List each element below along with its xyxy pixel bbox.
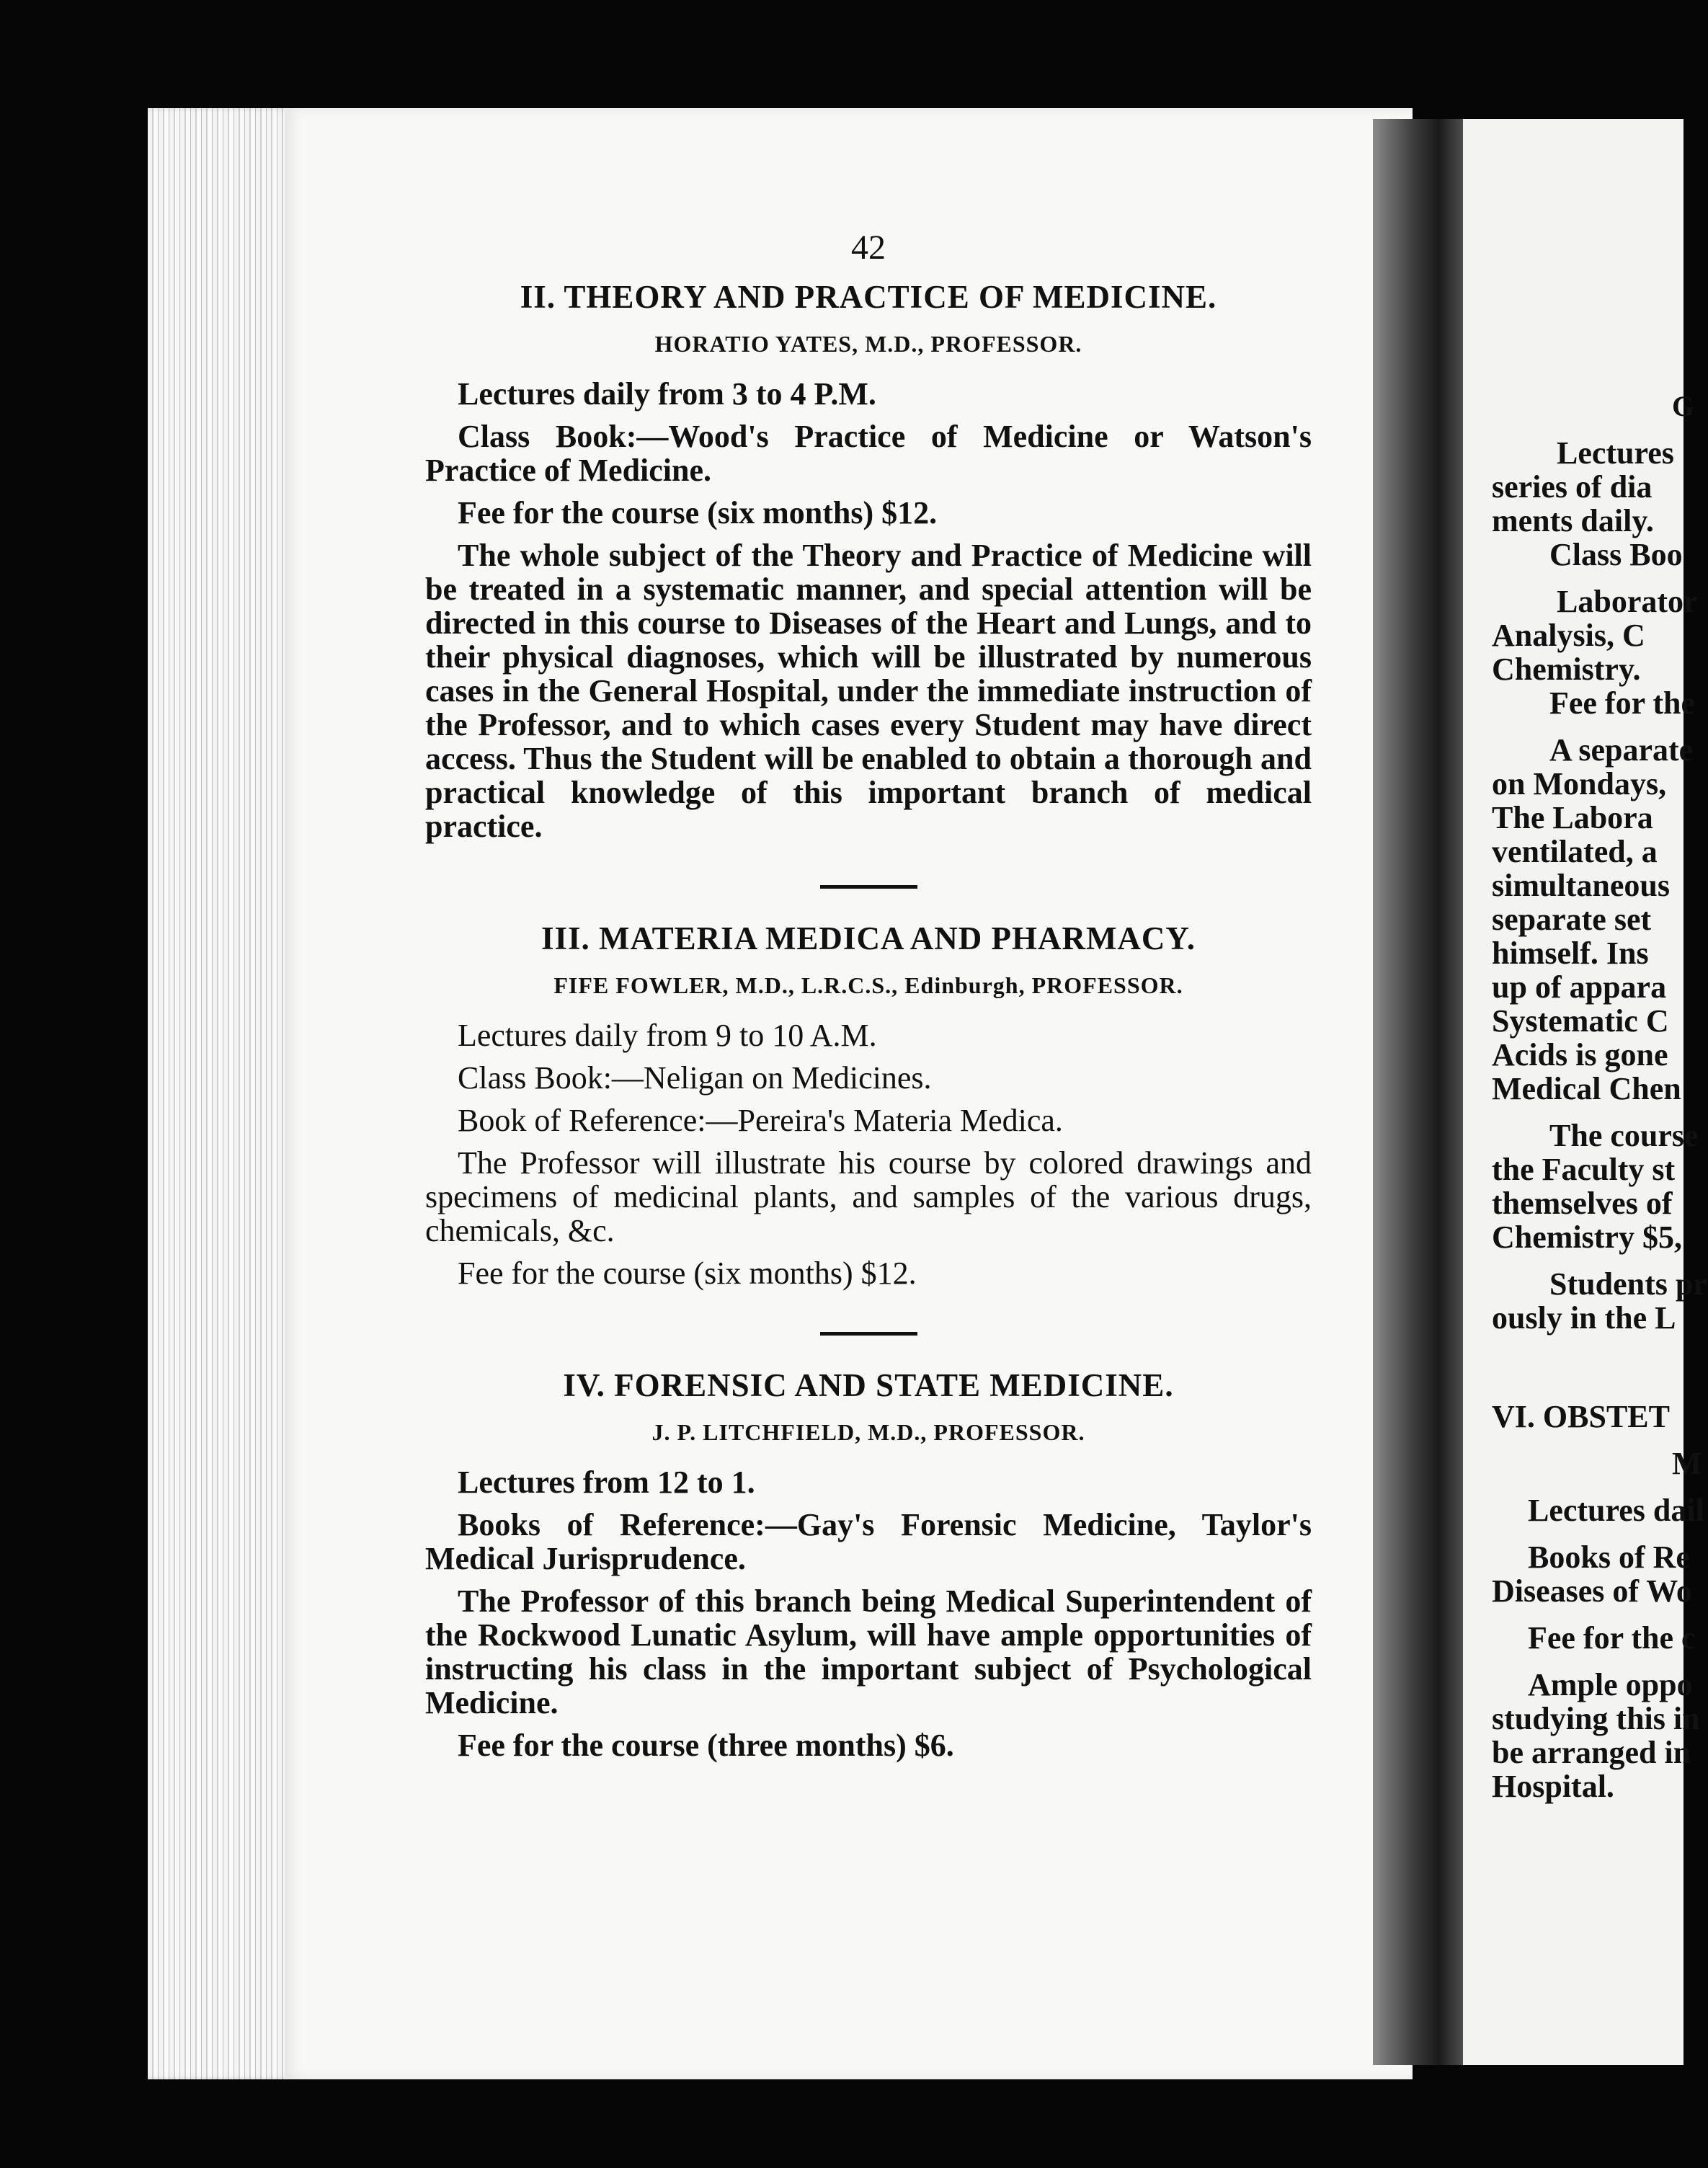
right-line: ventilated, a — [1492, 834, 1658, 869]
right-line: Students pr — [1549, 1266, 1707, 1302]
right-line: be arranged in — [1492, 1735, 1691, 1770]
paragraph: The Professor of this branch being Medical Superintendent of the Rockwood Lunatic Asylum, will have ample opportunities of instructing his class in the important subject of Psychological Medicine. — [425, 1583, 1312, 1720]
right-heading: VI. OBSTET — [1492, 1399, 1670, 1434]
right-line: ments daily. — [1492, 503, 1654, 538]
right-line: on Mondays, — [1492, 766, 1667, 801]
right-line: studying this in — [1492, 1701, 1700, 1736]
right-line: Acids is gone — [1492, 1037, 1668, 1072]
section-divider — [820, 885, 917, 889]
right-line: Lectures dail — [1528, 1493, 1704, 1528]
paragraph: Fee for the course (six months) $12. — [458, 495, 938, 530]
right-line: Hospital. — [1492, 1769, 1614, 1804]
right-line: Medical Chen — [1492, 1071, 1681, 1106]
right-page-fragment — [1492, 389, 1708, 1803]
right-line: series of dia — [1492, 469, 1653, 505]
right-line: separate set — [1492, 902, 1652, 937]
right-line: ously in the L — [1492, 1300, 1676, 1336]
right-line: Laborator — [1557, 584, 1698, 619]
section-materia-medica — [425, 922, 1312, 1290]
paragraph: The Professor will illustrate his course by colored drawings and specimens of medicinal plants, and samples of the various drugs, chemicals, &c. — [425, 1145, 1312, 1248]
paragraph: Fee for the course (six months) $12. — [458, 1256, 917, 1291]
right-line: simultaneous — [1492, 868, 1670, 903]
right-line: himself. Ins — [1492, 936, 1649, 971]
right-line: G — [1672, 390, 1695, 422]
paragraph: Lectures from 12 to 1. — [458, 1465, 755, 1500]
right-line: Lectures — [1557, 435, 1674, 471]
paragraph: Lectures daily from 9 to 10 A.M. — [458, 1018, 877, 1053]
page-stack-edges — [148, 108, 292, 2079]
right-line: up of appara — [1492, 969, 1667, 1005]
right-line: Class Boo — [1549, 537, 1683, 572]
right-line: Chemistry. — [1492, 652, 1641, 687]
paragraph: Books of Reference:—Gay's Forensic Medicine, Taylor's Medical Jurisprudence. — [425, 1507, 1312, 1576]
right-line: The Labora — [1492, 800, 1653, 835]
right-line: A separate — [1549, 732, 1694, 768]
professor-line: FIFE FOWLER, M.D., L.R.C.S., Edinburgh, PROFESSOR. — [553, 972, 1183, 998]
paragraph: Class Book:—Wood's Practice of Medicine or Watson's Practice of Medicine. — [425, 419, 1312, 488]
paragraph: Fee for the course (three months) $6. — [458, 1728, 954, 1763]
right-line: Fee for the — [1549, 685, 1695, 721]
professor-line: HORATIO YATES, M.D., PROFESSOR. — [654, 331, 1082, 357]
right-line: Systematic C — [1492, 1003, 1669, 1039]
right-line: Fee for the c — [1528, 1620, 1696, 1656]
right-line: Ample oppo — [1528, 1667, 1693, 1702]
section-forensic-medicine — [425, 1369, 1312, 1762]
paragraph: Class Book:—Neligan on Medicines. — [458, 1060, 932, 1096]
section-theory-practice — [425, 280, 1312, 843]
page-number: 42 — [851, 228, 886, 267]
book-gutter — [1373, 119, 1467, 2065]
right-line: Analysis, C — [1492, 618, 1645, 653]
section-heading: II. THEORY AND PRACTICE OF MEDICINE. — [520, 279, 1217, 315]
section-heading: IV. FORENSIC AND STATE MEDICINE. — [563, 1367, 1174, 1403]
right-line: Books of Re — [1528, 1540, 1690, 1575]
right-line: Diseases of Wo — [1492, 1573, 1692, 1609]
professor-line: J. P. LITCHFIELD, M.D., PROFESSOR. — [651, 1419, 1085, 1445]
section-divider — [820, 1332, 917, 1336]
paragraph: Lectures daily from 3 to 4 P.M. — [458, 376, 876, 412]
right-line: The course — [1549, 1118, 1699, 1153]
section-heading: III. MATERIA MEDICA AND PHARMACY. — [541, 920, 1196, 956]
right-line: M — [1672, 1446, 1702, 1481]
right-line: the Faculty st — [1492, 1152, 1676, 1187]
right-line: Chemistry $5, — [1492, 1220, 1682, 1255]
left-page-text — [425, 228, 1312, 1771]
right-line: themselves of — [1492, 1186, 1673, 1221]
paragraph: Book of Reference:—Pereira's Materia Medica. — [458, 1103, 1063, 1138]
paragraph: The whole subject of the Theory and Practice of Medicine will be treated in a systematic manner, and special attention will be directed in this course to Diseases of the Heart and Lungs, and to their physical diagnoses, which will be illustrated by numerous cases in the General Hospital, under the immediate instruction of the Professor, and to which cases every Student may have direct access. Thus the Student will be enabled to obtain a thorough and practical knowledge of this important branch of medical practice. — [425, 538, 1312, 844]
